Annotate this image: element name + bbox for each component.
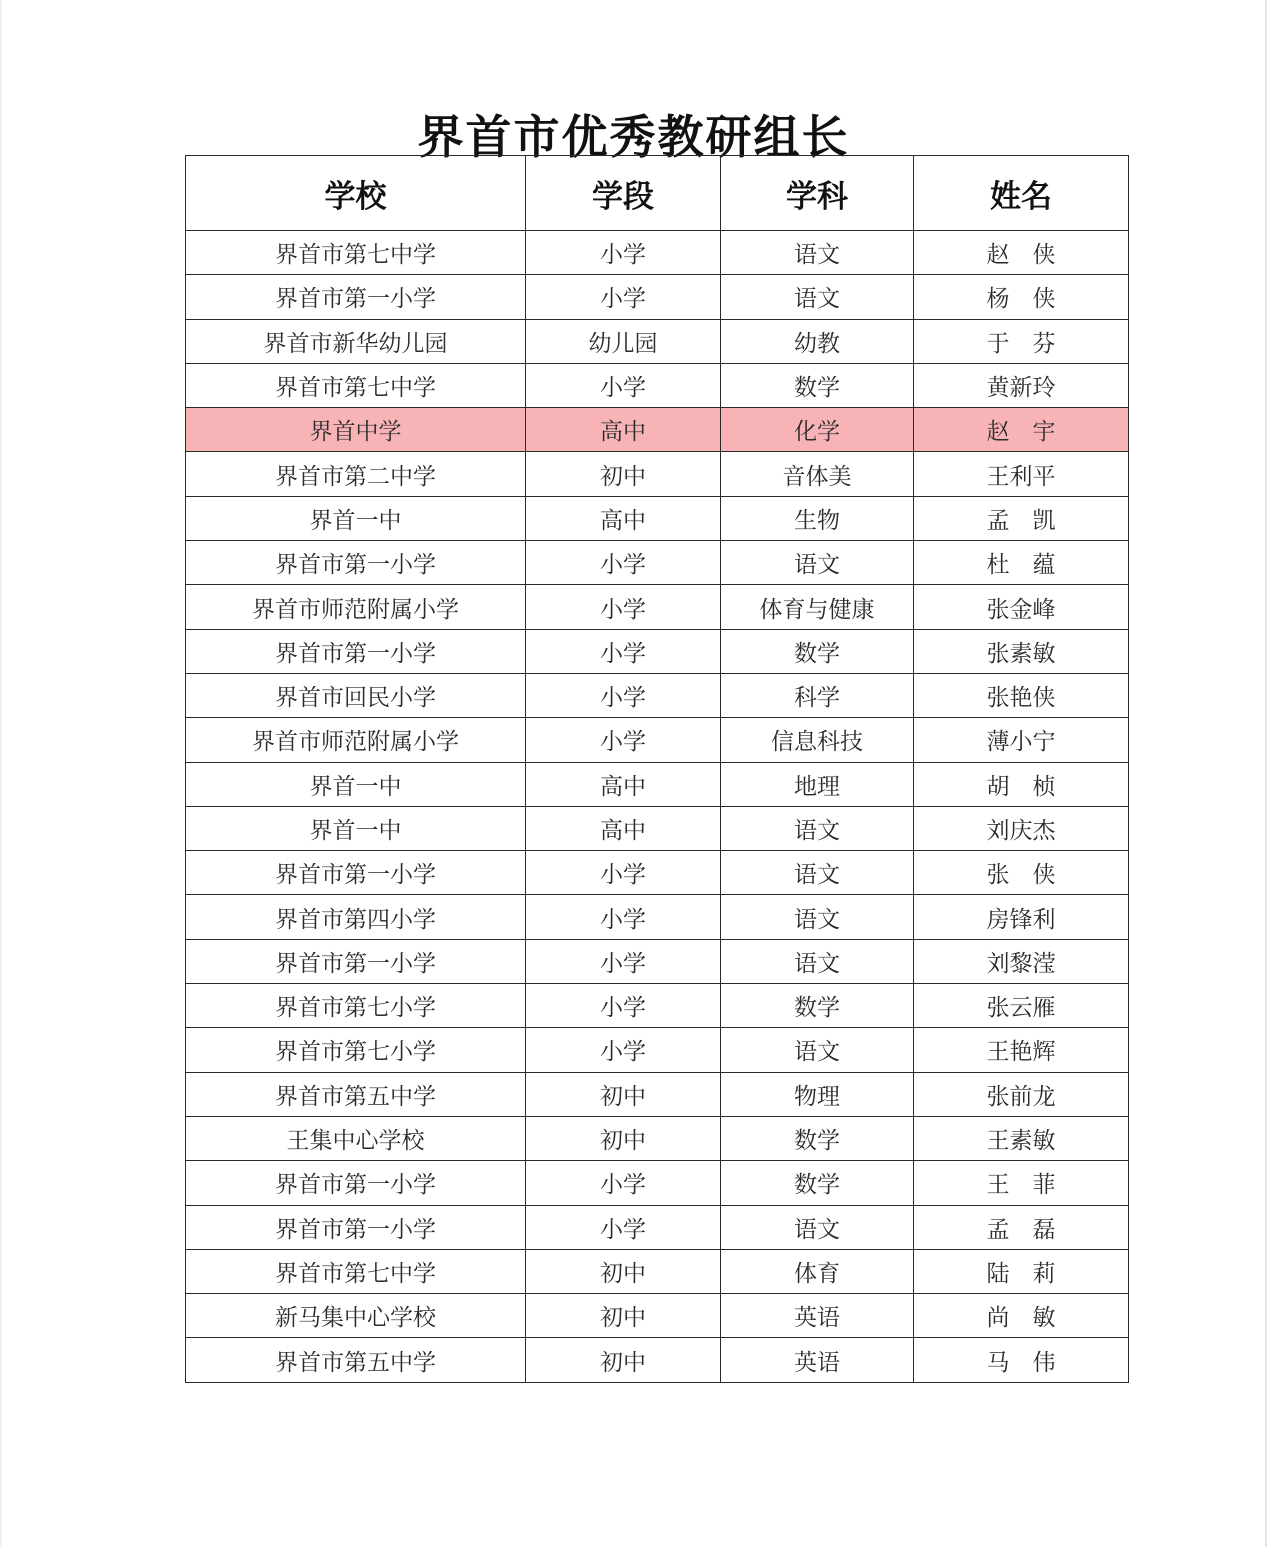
stage-cell: 小学 <box>526 363 721 407</box>
stage-cell: 小学 <box>526 1028 721 1072</box>
school-cell: 界首市师范附属小学 <box>186 718 526 762</box>
subject-cell: 地理 <box>721 762 914 806</box>
subject-cell: 数学 <box>721 629 914 673</box>
name-cell: 胡 桢 <box>914 762 1129 806</box>
table-row <box>186 231 1129 275</box>
header-school: 学校 <box>186 156 526 231</box>
name-cell: 张前龙 <box>914 1072 1129 1116</box>
name-cell: 王艳辉 <box>914 1028 1129 1072</box>
stage-cell: 初中 <box>526 452 721 496</box>
name-cell: 刘庆杰 <box>914 806 1129 850</box>
table-row <box>186 1028 1129 1072</box>
name-cell: 房锋利 <box>914 895 1129 939</box>
name-cell: 孟 凯 <box>914 496 1129 540</box>
subject-cell: 语文 <box>721 851 914 895</box>
subject-cell: 语文 <box>721 275 914 319</box>
school-cell: 王集中心学校 <box>186 1116 526 1160</box>
name-cell: 张艳侠 <box>914 673 1129 717</box>
school-cell: 界首市第一小学 <box>186 1205 526 1249</box>
stage-cell: 初中 <box>526 1249 721 1293</box>
header-row <box>186 156 1129 231</box>
subject-cell: 语文 <box>721 806 914 850</box>
stage-cell: 小学 <box>526 275 721 319</box>
subject-cell: 体育 <box>721 1249 914 1293</box>
name-cell: 张金峰 <box>914 585 1129 629</box>
subject-cell: 幼教 <box>721 319 914 363</box>
subject-cell: 数学 <box>721 363 914 407</box>
stage-cell: 小学 <box>526 673 721 717</box>
table-row <box>186 1249 1129 1293</box>
school-cell: 界首市第七小学 <box>186 984 526 1028</box>
school-cell: 界首市第一小学 <box>186 1161 526 1205</box>
school-cell: 界首市第一小学 <box>186 939 526 983</box>
name-cell: 刘黎滢 <box>914 939 1129 983</box>
stage-cell: 小学 <box>526 629 721 673</box>
school-cell: 界首市第五中学 <box>186 1338 526 1382</box>
table-row <box>186 806 1129 850</box>
table-header <box>186 156 1129 231</box>
stage-cell: 小学 <box>526 939 721 983</box>
name-cell: 杜 蕴 <box>914 541 1129 585</box>
page-title: 界首市优秀教研组长 <box>417 109 850 164</box>
table-row <box>186 541 1129 585</box>
table-row <box>186 1294 1129 1338</box>
school-cell: 界首市第一小学 <box>186 275 526 319</box>
name-cell: 张素敏 <box>914 629 1129 673</box>
school-cell: 界首市第五中学 <box>186 1072 526 1116</box>
table-row <box>186 895 1129 939</box>
name-cell: 于 芬 <box>914 319 1129 363</box>
subject-cell: 音体美 <box>721 452 914 496</box>
subject-cell: 信息科技 <box>721 718 914 762</box>
school-cell: 界首一中 <box>186 496 526 540</box>
school-cell: 界首市第七中学 <box>186 1249 526 1293</box>
table-row <box>186 1338 1129 1382</box>
table-row <box>186 984 1129 1028</box>
table-row <box>186 496 1129 540</box>
table-row <box>186 1205 1129 1249</box>
subject-cell: 语文 <box>721 1205 914 1249</box>
subject-cell: 体育与健康 <box>721 585 914 629</box>
school-cell: 界首市新华幼儿园 <box>186 319 526 363</box>
subject-cell: 语文 <box>721 939 914 983</box>
school-cell: 新马集中心学校 <box>186 1294 526 1338</box>
stage-cell: 高中 <box>526 806 721 850</box>
name-cell: 孟 磊 <box>914 1205 1129 1249</box>
table-row <box>186 408 1129 452</box>
name-cell: 张 侠 <box>914 851 1129 895</box>
subject-cell: 科学 <box>721 673 914 717</box>
table-row <box>186 1161 1129 1205</box>
school-cell: 界首中学 <box>186 408 526 452</box>
stage-cell: 小学 <box>526 1205 721 1249</box>
header-name: 姓名 <box>914 156 1129 231</box>
stage-cell: 高中 <box>526 496 721 540</box>
table-row <box>186 452 1129 496</box>
stage-cell: 小学 <box>526 895 721 939</box>
table-row <box>186 363 1129 407</box>
school-cell: 界首市第七小学 <box>186 1028 526 1072</box>
stage-cell: 小学 <box>526 1161 721 1205</box>
name-cell: 马 伟 <box>914 1338 1129 1382</box>
school-cell: 界首一中 <box>186 762 526 806</box>
name-cell: 赵 宇 <box>914 408 1129 452</box>
subject-cell: 语文 <box>721 541 914 585</box>
name-cell: 王利平 <box>914 452 1129 496</box>
stage-cell: 初中 <box>526 1338 721 1382</box>
table-row <box>186 718 1129 762</box>
name-cell: 薄小宁 <box>914 718 1129 762</box>
school-cell: 界首市第二中学 <box>186 452 526 496</box>
school-cell: 界首市第一小学 <box>186 851 526 895</box>
subject-cell: 英语 <box>721 1338 914 1382</box>
subject-cell: 数学 <box>721 1116 914 1160</box>
table-row <box>186 673 1129 717</box>
subject-cell: 语文 <box>721 895 914 939</box>
table-row <box>186 939 1129 983</box>
table-body <box>186 231 1129 1383</box>
stage-cell: 小学 <box>526 585 721 629</box>
stage-cell: 小学 <box>526 851 721 895</box>
school-cell: 界首市第四小学 <box>186 895 526 939</box>
name-cell: 王素敏 <box>914 1116 1129 1160</box>
name-cell: 黄新玲 <box>914 363 1129 407</box>
header-stage: 学段 <box>526 156 721 231</box>
subject-cell: 物理 <box>721 1072 914 1116</box>
stage-cell: 小学 <box>526 718 721 762</box>
name-cell: 杨 侠 <box>914 275 1129 319</box>
name-cell: 王 菲 <box>914 1161 1129 1205</box>
stage-cell: 幼儿园 <box>526 319 721 363</box>
stage-cell: 高中 <box>526 762 721 806</box>
name-cell: 陆 莉 <box>914 1249 1129 1293</box>
school-cell: 界首市师范附属小学 <box>186 585 526 629</box>
table-row <box>186 851 1129 895</box>
table-row <box>186 1116 1129 1160</box>
stage-cell: 高中 <box>526 408 721 452</box>
school-cell: 界首市回民小学 <box>186 673 526 717</box>
subject-cell: 数学 <box>721 1161 914 1205</box>
header-subject: 学科 <box>721 156 914 231</box>
subject-cell: 生物 <box>721 496 914 540</box>
stage-cell: 小学 <box>526 231 721 275</box>
school-cell: 界首一中 <box>186 806 526 850</box>
name-cell: 尚 敏 <box>914 1294 1129 1338</box>
subject-cell: 英语 <box>721 1294 914 1338</box>
subject-cell: 语文 <box>721 1028 914 1072</box>
name-cell: 张云雁 <box>914 984 1129 1028</box>
table-row <box>186 1072 1129 1116</box>
table-row <box>186 275 1129 319</box>
table-row <box>186 319 1129 363</box>
school-cell: 界首市第七中学 <box>186 363 526 407</box>
stage-cell: 初中 <box>526 1294 721 1338</box>
name-cell: 赵 侠 <box>914 231 1129 275</box>
stage-cell: 小学 <box>526 541 721 585</box>
school-cell: 界首市第七中学 <box>186 231 526 275</box>
table-row <box>186 629 1129 673</box>
table-row <box>186 762 1129 806</box>
school-cell: 界首市第一小学 <box>186 541 526 585</box>
subject-cell: 化学 <box>721 408 914 452</box>
teacher-roster-table <box>185 155 1129 1383</box>
subject-cell: 语文 <box>721 231 914 275</box>
stage-cell: 小学 <box>526 984 721 1028</box>
school-cell: 界首市第一小学 <box>186 629 526 673</box>
stage-cell: 初中 <box>526 1072 721 1116</box>
subject-cell: 数学 <box>721 984 914 1028</box>
stage-cell: 初中 <box>526 1116 721 1160</box>
table-row <box>186 585 1129 629</box>
